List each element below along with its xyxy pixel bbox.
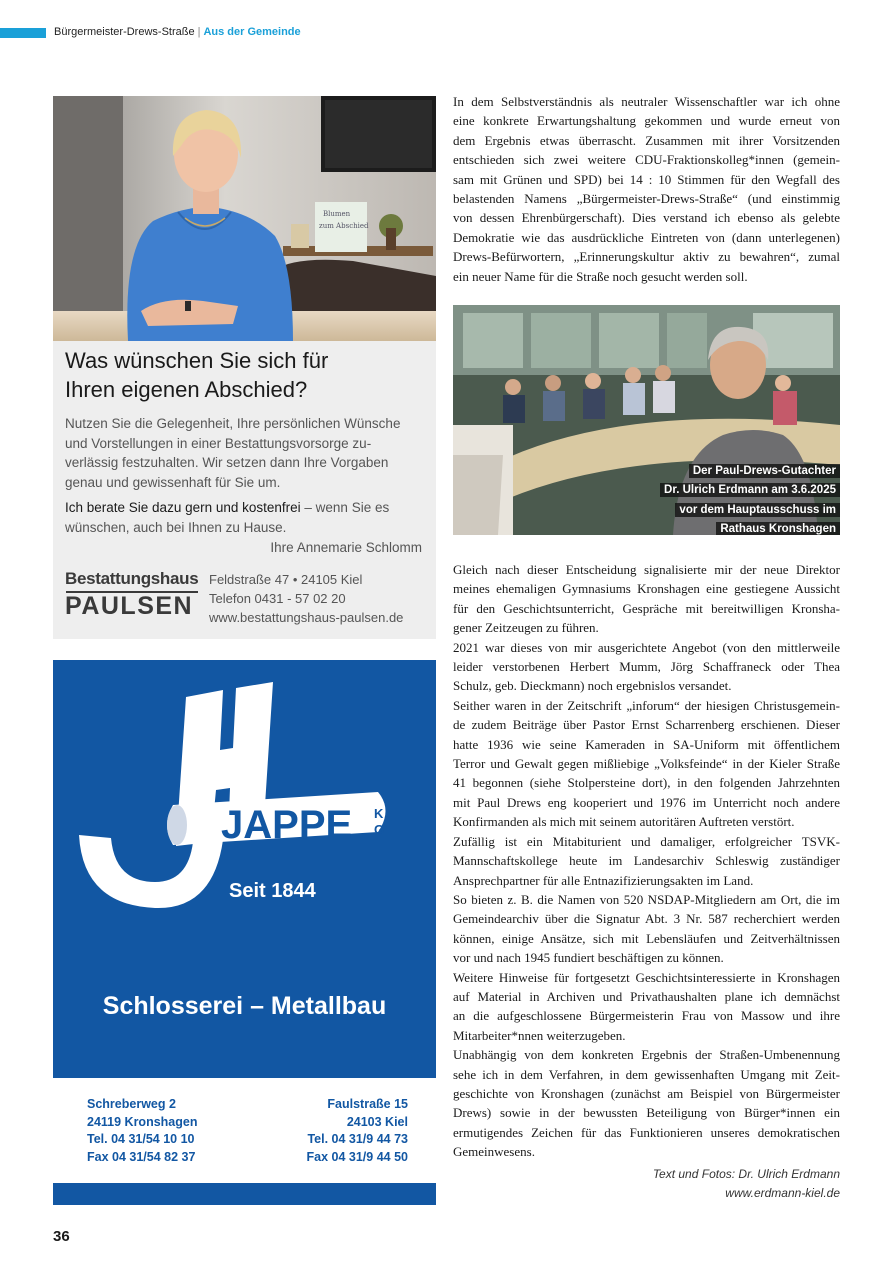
address-line: Fax 04 31/54 82 37: [87, 1149, 196, 1164]
article-line: Gemeinwesens.: [453, 1144, 535, 1160]
ad-body-line: Nutzen Sie die Gelegenheit, Ihre persönlichen Wünsche: [65, 416, 401, 431]
committee-photo: [453, 305, 840, 535]
article-line: Ansprechpartner für alle Entnazifizierungsakten im Land.: [453, 872, 754, 888]
article-line: vor und nach 1945 fundiert beschäftigen zu können.: [453, 950, 724, 966]
header-separator: |: [197, 26, 201, 38]
article-line: gener Zeitzeugen zu führen.: [453, 620, 599, 636]
photo-caption-line1: Der Paul-Drews-Gutachter: [689, 464, 840, 478]
ad-headline: [65, 346, 425, 404]
photo-sign-line2: zum Abschied: [319, 222, 369, 230]
article-line: mit Paul Drews eng kooperiert und 1976 im Unterricht noch andere: [453, 794, 840, 810]
logo-bestattungshaus: Bestattungshaus: [65, 569, 199, 588]
article-line: So bieten z. B. die Namen von 520 NSDAP-Mitgliedern am Ort, die im: [453, 891, 840, 907]
article-line: de zudem Beiträge über Pastor Ernst Scharrenberg erschienen. Dieser: [453, 717, 840, 733]
jappe-address-kiel: [307, 1096, 408, 1166]
ad-signature: Ihre Annemarie Schlomm: [270, 540, 422, 555]
ad-headline-line1: Was wünschen Sie sich für: [65, 348, 329, 373]
committee-illustration: [453, 305, 840, 535]
ad-body-text: [65, 414, 427, 492]
article-line: ermutigendes Zeichen für das Funktionieren unseres demokratischen: [453, 1124, 840, 1140]
article-line: geschichte von Kronshagen (zunächst am Beispiel von Bürgermeister: [453, 1085, 840, 1101]
logo-paulsen: PAULSEN: [65, 592, 194, 620]
jappe-address-box: [53, 1078, 436, 1183]
article-line: 2021 war dieses von mir ausgerichtete Angebot (von den mittlerweile: [453, 639, 840, 655]
jappe-trade: Schlosserei – Metallbau: [102, 992, 387, 1020]
logo-kg-g: G: [374, 822, 385, 837]
ad-contact: [209, 570, 403, 627]
logo-kg-k: K: [374, 806, 384, 821]
header-section: Aus der Gemeinde: [203, 26, 301, 38]
article-line: meines ehemaligen Gymnasiums Kronshagen eine gestiegene Aussicht: [453, 581, 840, 597]
article-line: entschieden sich zwei weitere CDU-Fraktionskolleg*innen (gemein-: [453, 152, 840, 168]
address-line: 24103 Kiel: [346, 1114, 408, 1129]
funeral-ad: [53, 96, 436, 639]
page-number: 36: [53, 1228, 70, 1245]
article-line: Mitarbeiter*nnen weiterzugeben.: [453, 1027, 626, 1043]
jappe-ad: [53, 660, 436, 1205]
ad-website[interactable]: www.bestattungshaus-paulsen.de: [209, 610, 404, 625]
article-line: belastenden Namens „Bürgermeister-Drews-Straße“ (und einstimmig: [453, 191, 840, 207]
portrait-photo: [53, 96, 436, 341]
article-line: Gemeindearchiv über die Signatur Abt. 3 Nr. 587 recherchiert werden: [453, 911, 840, 927]
article-line: Seither waren in der Zeitschrift „inforum“ der hiesigen Christusgemein-: [453, 697, 840, 713]
running-header: [54, 26, 301, 38]
portrait-illustration: [53, 96, 436, 341]
article-line: Mannschaftskollege heute im Landesarchiv Schleswig zuständiger: [453, 853, 840, 869]
photo-caption-line3: vor dem Hauptausschuss im: [675, 503, 840, 517]
article-line: Demokratie wie das ausdrückliche Eintreten von (dann unterlegenen): [453, 229, 840, 245]
article-line: leider verstorbenen Herbert Mumm, Jörg Schaffraneck oder Thea: [453, 659, 840, 675]
photo-sign-line1: Blumen: [323, 210, 351, 218]
ad-address: Feldstraße 47 • 24105 Kiel: [209, 572, 363, 587]
ad-body-line: und Vorstellungen in einer Bestattungsvorsorge zu-: [65, 435, 372, 451]
address-line: Tel. 04 31/54 10 10: [87, 1132, 195, 1146]
article-line: Zufällig ist ein Mitabiturient und damaliger, erfolgreicher TSVK-: [453, 833, 840, 849]
ad-offer-rest: – wenn Sie es: [300, 500, 390, 515]
article-line: sehe ich in dem Verfahren, in dem gewissenhaften Umgang mit Zeit-: [453, 1066, 840, 1082]
ad-offer-bold: Ich berate Sie dazu gern und kostenfrei: [65, 500, 301, 515]
article-line: Weitere Hinweise für fortgesetzt Geschichtsinteressierte in Kronshagen: [453, 969, 840, 985]
article-line: dem Ergebnis etwas überrascht. Zusammen mit ihrer Vorsitzenden: [453, 132, 840, 148]
ad-body-line: genau und gewissenhaft für Sie um.: [65, 474, 281, 490]
article-line: ein neuer Name für die Straße noch gesucht werden soll.: [453, 268, 748, 284]
credit-line: Text und Fotos: Dr. Ulrich Erdmann: [652, 1167, 840, 1181]
article-line: Drews-Befürwortern, „Erinnerungskultur aktiv zu bewahren“, zumal: [453, 249, 840, 265]
article-line: Konfirmanden als mich mit seinem autoritären Auftreten verstört.: [453, 814, 795, 830]
article-line: an die aufgeschlossene Bürgermeisterin Frau von Massow und ihre: [453, 1008, 840, 1024]
article-line: Unabhängig von dem konkreten Ergebnis der Straßen-Umbenennung: [453, 1047, 840, 1063]
article-line: eine konkrete Erwartungshaltung gekommen und wurde erneut von: [453, 113, 840, 129]
photo-caption-line4: Rathaus Kronshagen: [716, 522, 840, 535]
article-line: auf Material in Archiven und Privathaushalten plane ich demnächst: [453, 988, 840, 1004]
article-paragraph-1: [453, 92, 840, 286]
address-line: Fax 04 31/9 44 50: [306, 1149, 408, 1164]
address-line: Faulstraße 15: [327, 1097, 408, 1111]
article-line: können, einige Ansätze, sich mit Lebensläufen und Zeitverhältnissen: [453, 930, 840, 946]
article-line: 41 begonnen (siehe Stolpersteine dort), in den folgenden Jahrzehnten: [453, 775, 840, 791]
article-line: sam mit Grünen und SPD) bei 14 : 10 Stimmen für den Wegfall des: [453, 171, 840, 187]
article-line: In dem Selbstverständnis als neutraler Wissenschaftler war ich ohne: [453, 94, 840, 109]
jappe-since: Seit 1844: [229, 880, 316, 902]
article-line: für den Geschichtsunterricht, Gespräche mit bereitwilligen Kronsha-: [453, 600, 840, 616]
article-line: Drews) sowie in der bewussten Beteiligung von Bürger*innen ein: [453, 1105, 840, 1121]
ad-phone: Telefon 0431 - 57 02 20: [209, 591, 346, 606]
address-line: Schreberweg 2: [87, 1097, 176, 1111]
address-line: Tel. 04 31/9 44 73: [307, 1132, 408, 1146]
ad-body-line: verlässig festzuhalten. Wir setzen dann Ihre Vorgaben: [65, 455, 389, 470]
header-street: Bürgermeister-Drews-Straße: [54, 26, 195, 38]
article-line: hatte 1936 wie seine Kameraden in SA-Uniform mit öffentlichem: [453, 736, 840, 752]
header-accent-bar: [0, 28, 46, 38]
logo-jappe-text: JAPPE: [221, 803, 353, 847]
article-line: Gleich nach dieser Entscheidung signalisierte mir der neue Direktor: [453, 562, 840, 577]
ad-offer-text: [65, 498, 427, 537]
photo-caption-line2: Dr. Ulrich Erdmann am 3.6.2025: [660, 483, 840, 497]
article-line: Terror und Gewalt gegen mißliebige „Volksfeinde“ in der Kieler Straße: [453, 756, 840, 772]
credit-website[interactable]: www.erdmann-kiel.de: [725, 1186, 840, 1200]
article-line: Schulz, geb. Dieckmann) noch ergebnislos versandet.: [453, 678, 732, 694]
address-line: 24119 Kronshagen: [87, 1114, 198, 1129]
ad-offer-line2: wünschen, auch bei Ihnen zu Hause.: [65, 519, 287, 535]
jappe-address-kronshagen: [87, 1096, 197, 1166]
article-paragraph-2: [453, 560, 840, 1162]
article-line: von dessen Ehrenbürgerschaft). Dies verstand ich ebenso als gelebte: [453, 210, 840, 226]
ad-headline-line2: Ihren eigenen Abschied?: [65, 377, 308, 402]
